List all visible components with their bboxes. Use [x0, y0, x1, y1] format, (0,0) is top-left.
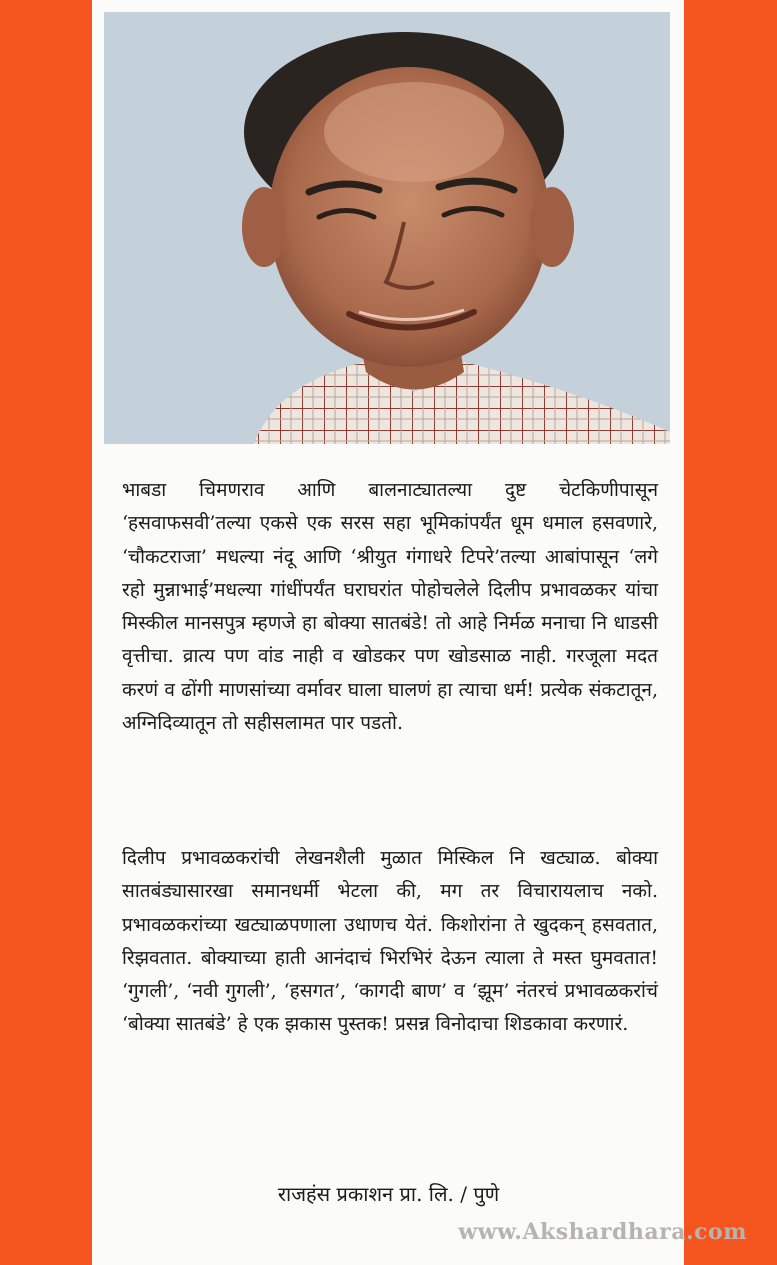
description-paragraph-2: दिलीप प्रभावळकरांची लेखनशैली मुळात मिस्किल नि खट्याळ. बोक्या सातबंड्यासारखा समानधर्मी भेटला की, मग तर विचारायलाच नको. प्रभावळकरांच्या खट्याळपणाला उधाणच येतं. किशोरांना ते खुदकन् हसवतात, रिझवतात. बोक्याच्या हाती आनंदाचं भिरभिरं देऊन त्याला ते मस्त घुमवतात! ‘गुगली’, ‘नवी गुगली’, ‘हसगत’, ‘कागदी बाण’ व ‘झूम’ नंतरचं प्रभावळकरांचं ‘बोक्या सातबंडे’ हे एक झकास पुस्तक! प्रसन्न विनोदाचा शिडकावा करणारं. — [122, 847, 658, 1036]
description-paragraph-1: भाबडा चिमणराव आणि बालनाट्यातल्या दुष्ट चेटकिणीपासून ‘हसवाफसवी’तल्या एकसे एक सरस सहा भूमिकांपर्यंत धूम धमाल हसवणारे, ‘चौकटराजा’ मधल्या नंदू आणि ‘श्रीयुत गंगाधरे टिपरे’तल्या आबांपासून ‘लगे रहो मुन्नाभाई’मधल्या गांधींपर्यंत घराघरांत पोहोचलेले दिलीप प्रभावळकर यांचा मिस्कील मानसपुत्र म्हणजे हा बोक्या सातबंडे! तो आहे निर्मळ मनाचा नि धाडसी वृत्तीचा. व्रात्य पण वांड नाही व खोडकर पण खोडसाळ नाही. गरजूला मदत करणं व ढोंगी माणसांच्या वर्मावर घाला घालणं हा त्याचा धर्म! प्रत्येक संकटातून, अग्निदिव्यातून तो सहीसलामत पार पडतो. — [122, 479, 658, 735]
publisher-line: राजहंस प्रकाशन प्रा. लि. / पुणे — [277, 1182, 500, 1206]
author-photo — [104, 12, 670, 444]
watermark-text: www.Akshardhara.com — [458, 1219, 747, 1245]
